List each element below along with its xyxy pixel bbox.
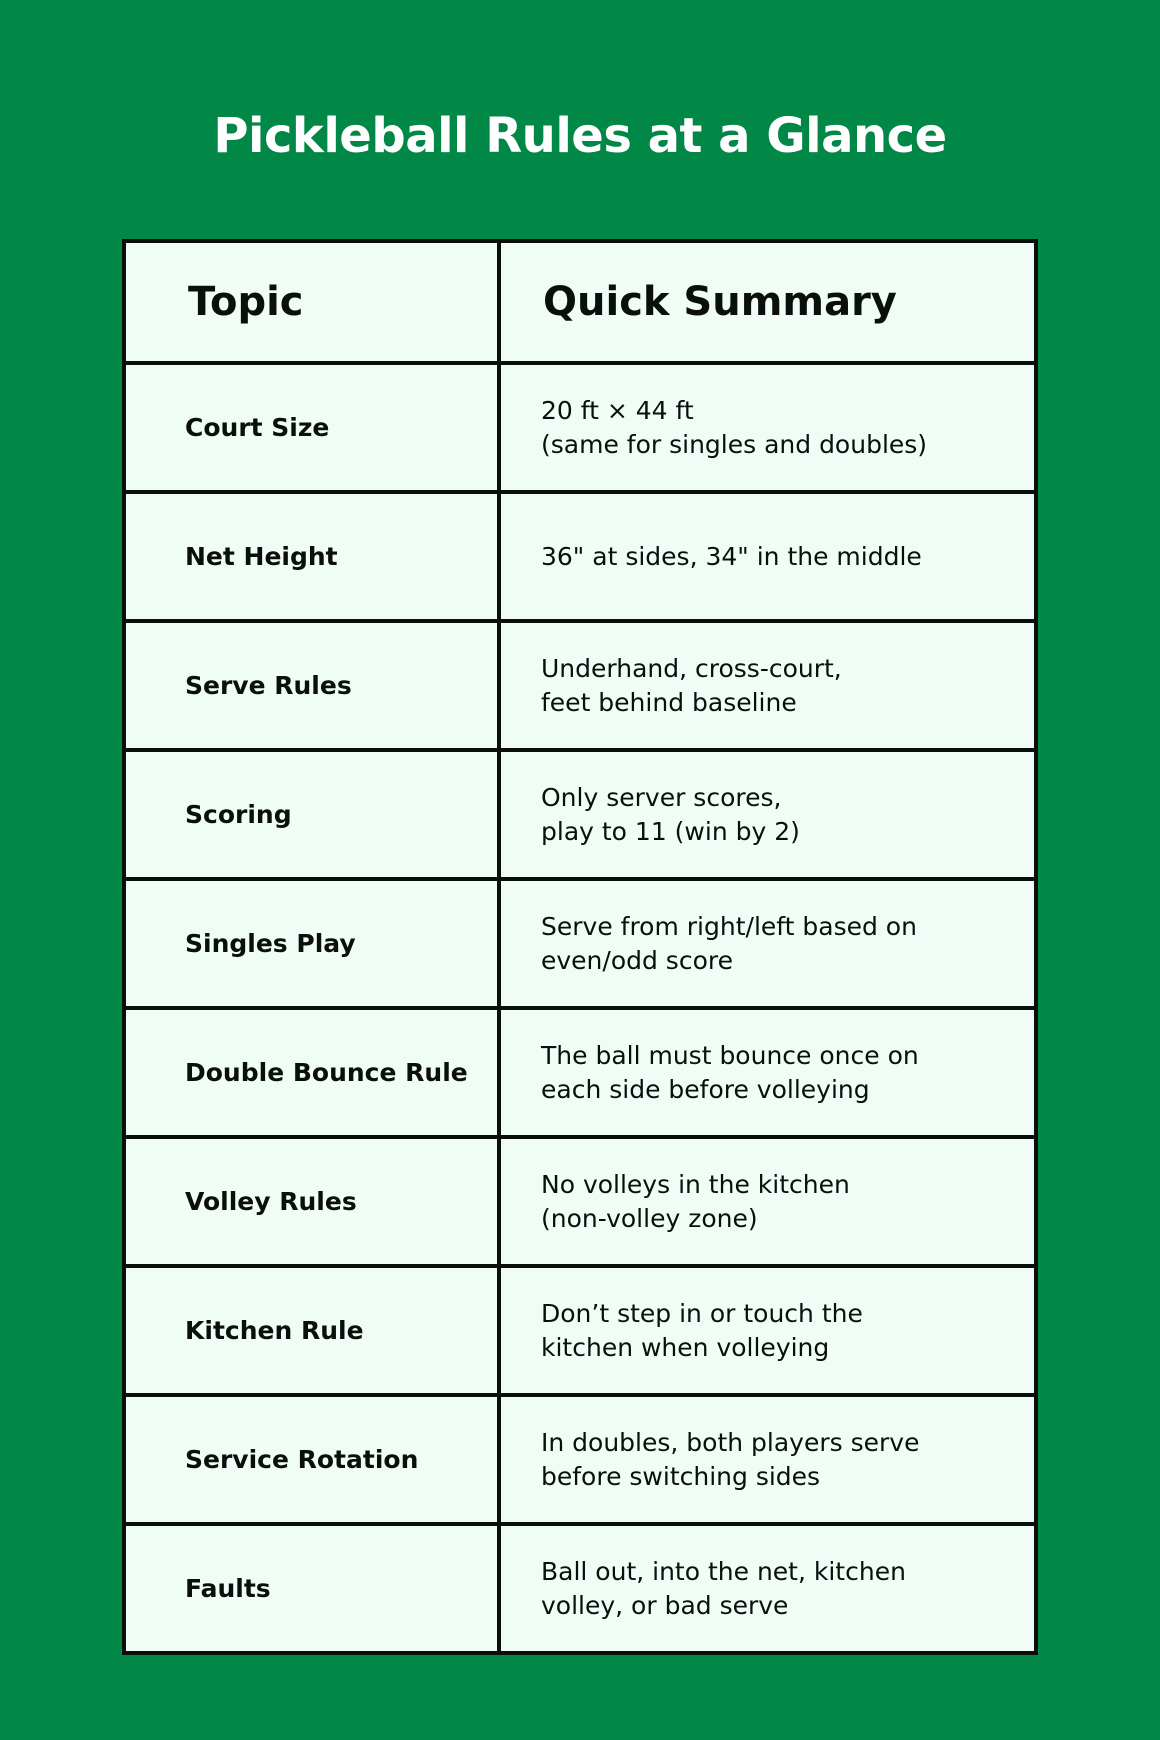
table-row bbox=[124, 1395, 1036, 1524]
header-topic: Topic bbox=[124, 241, 499, 363]
topic-cell: Service Rotation bbox=[124, 1395, 499, 1524]
summary-cell: 36" at sides, 34" in the middle bbox=[499, 492, 1036, 621]
table-row bbox=[124, 750, 1036, 879]
table-row bbox=[124, 1137, 1036, 1266]
summary-cell: In doubles, both players serve before switching sides bbox=[499, 1395, 1036, 1524]
table-row bbox=[124, 879, 1036, 1008]
summary-cell: Serve from right/left based on even/odd score bbox=[499, 879, 1036, 1008]
summary-cell: The ball must bounce once on each side before volleying bbox=[499, 1008, 1036, 1137]
summary-cell: Only server scores, play to 11 (win by 2) bbox=[499, 750, 1036, 879]
summary-cell: Underhand, cross-court, feet behind baseline bbox=[499, 621, 1036, 750]
table-row bbox=[124, 1008, 1036, 1137]
topic-cell: Kitchen Rule bbox=[124, 1266, 499, 1395]
table-row bbox=[124, 1266, 1036, 1395]
summary-cell: Don’t step in or touch the kitchen when volleying bbox=[499, 1266, 1036, 1395]
table-header-row bbox=[124, 241, 1036, 363]
table-row bbox=[124, 621, 1036, 750]
rules-table bbox=[122, 239, 1038, 1655]
header-quick-summary: Quick Summary bbox=[499, 241, 1036, 363]
topic-cell: Scoring bbox=[124, 750, 499, 879]
topic-cell: Serve Rules bbox=[124, 621, 499, 750]
topic-cell: Net Height bbox=[124, 492, 499, 621]
topic-cell: Volley Rules bbox=[124, 1137, 499, 1266]
topic-cell: Double Bounce Rule bbox=[124, 1008, 499, 1137]
topic-cell: Court Size bbox=[124, 363, 499, 492]
summary-cell: 20 ft × 44 ft (same for singles and doubles) bbox=[499, 363, 1036, 492]
page-title: Pickleball Rules at a Glance bbox=[213, 108, 947, 164]
table-row bbox=[124, 492, 1036, 621]
table-row bbox=[124, 363, 1036, 492]
topic-cell: Singles Play bbox=[124, 879, 499, 1008]
summary-cell: Ball out, into the net, kitchen volley, or bad serve bbox=[499, 1524, 1036, 1653]
topic-cell: Faults bbox=[124, 1524, 499, 1653]
summary-cell: No volleys in the kitchen (non-volley zone) bbox=[499, 1137, 1036, 1266]
table-row bbox=[124, 1524, 1036, 1653]
